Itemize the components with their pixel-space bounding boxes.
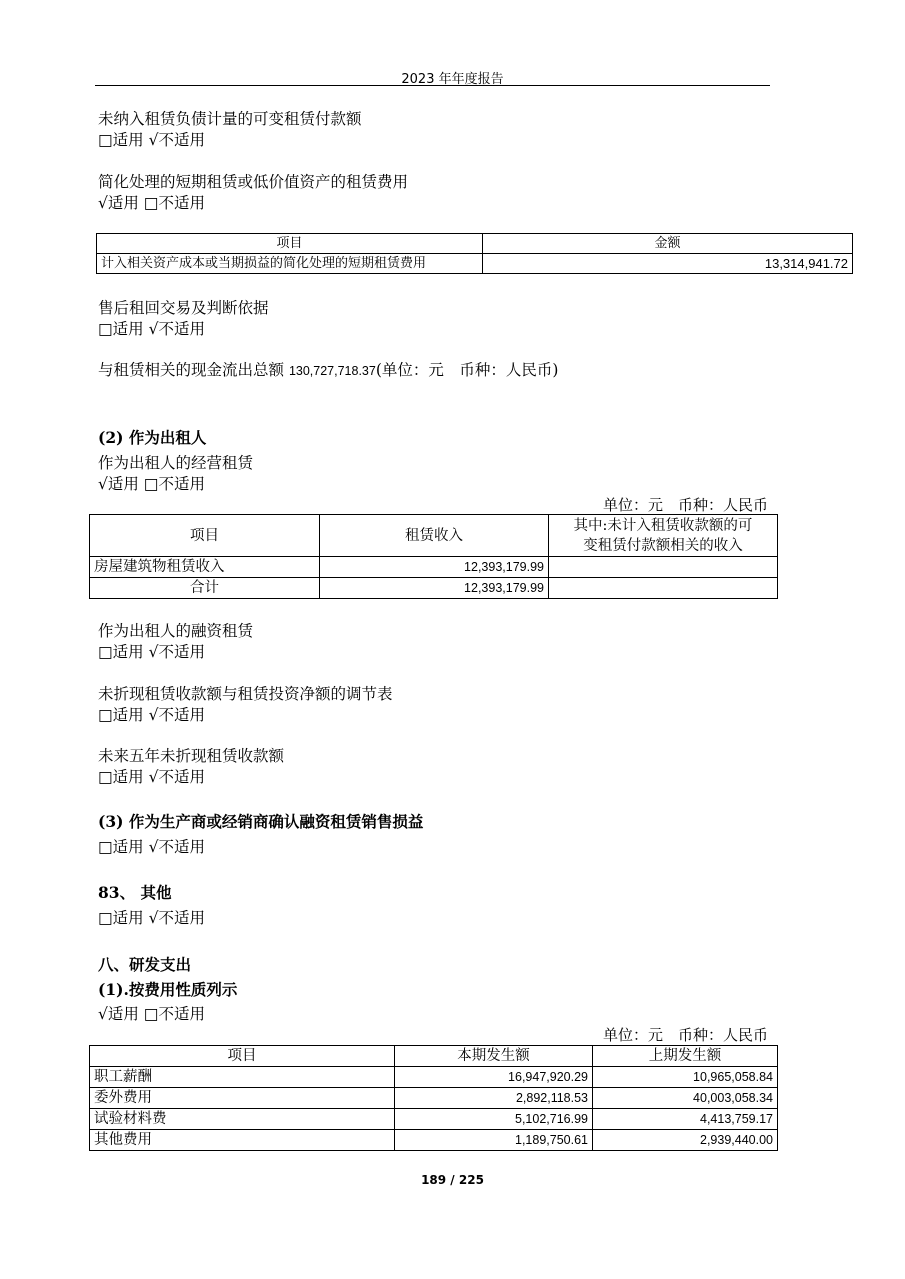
finance-lease-applicability: □适用 √不适用 bbox=[98, 643, 205, 661]
rnd-sub-title: (1).按费用性质列示 bbox=[98, 980, 238, 999]
table-cell-income: 12,393,179.99 bbox=[320, 557, 549, 578]
rnd-applicability: √适用 □不适用 bbox=[98, 1005, 205, 1023]
variable-payments-applicability: □适用 √不适用 bbox=[98, 131, 205, 149]
table-cell-item: 职工薪酬 bbox=[90, 1067, 395, 1088]
table-header-row bbox=[90, 1046, 778, 1067]
column-header: 金额 bbox=[483, 234, 853, 254]
table-cell-variable-income bbox=[549, 557, 778, 578]
column-header: 上期发生额 bbox=[593, 1046, 778, 1067]
table-row bbox=[90, 557, 778, 578]
table-cell-item: 委外费用 bbox=[90, 1088, 395, 1109]
table-header-row bbox=[97, 234, 853, 254]
table-row bbox=[90, 1130, 778, 1151]
table-row bbox=[97, 254, 853, 274]
header-divider bbox=[95, 85, 770, 86]
table-cell-item: 房屋建筑物租赁收入 bbox=[90, 557, 320, 578]
reconciliation-applicability: □适用 √不适用 bbox=[98, 706, 205, 724]
table-row bbox=[90, 1067, 778, 1088]
reconciliation-title: 未折现租赁收款额与租赁投资净额的调节表 bbox=[98, 685, 393, 703]
leaseback-title: 售后租回交易及判断依据 bbox=[98, 299, 269, 317]
report-header-title: 2023 年年度报告 bbox=[401, 72, 504, 87]
column-header-line: 其中:未计入租赁收款额的可 bbox=[573, 517, 753, 534]
table-cell-current: 1,189,750.61 bbox=[395, 1130, 593, 1151]
five-year-title: 未来五年未折现租赁收款额 bbox=[98, 747, 285, 765]
other-applicability: □适用 √不适用 bbox=[98, 909, 205, 927]
column-header bbox=[549, 515, 778, 557]
operating-lease-title: 作为出租人的经营租赁 bbox=[98, 454, 254, 472]
column-header: 本期发生额 bbox=[395, 1046, 593, 1067]
rnd-section-title: 八、研发支出 bbox=[98, 955, 192, 974]
short-term-lease-table bbox=[96, 233, 853, 274]
table-cell-previous: 4,413,759.17 bbox=[593, 1109, 778, 1130]
table-cell-item: 计入相关资产成本或当期损益的简化处理的短期租赁费用 bbox=[97, 254, 483, 274]
cash-outflow-line bbox=[98, 360, 558, 381]
short-term-lease-applicability: √适用 □不适用 bbox=[98, 194, 205, 212]
table-cell-current: 16,947,920.29 bbox=[395, 1067, 593, 1088]
operating-lease-applicability: √适用 □不适用 bbox=[98, 475, 205, 493]
rnd-unit: 单位：元 币种：人民币 bbox=[602, 1026, 768, 1044]
table-row bbox=[90, 1088, 778, 1109]
column-header: 项目 bbox=[97, 234, 483, 254]
operating-lease-unit: 单位：元 币种：人民币 bbox=[602, 496, 768, 514]
rnd-expense-table bbox=[89, 1045, 778, 1151]
column-header: 租赁收入 bbox=[320, 515, 549, 557]
table-cell-variable-income bbox=[549, 578, 778, 599]
table-cell-current: 2,892,118.53 bbox=[395, 1088, 593, 1109]
lessor-section-title: (2) 作为出租人 bbox=[98, 428, 207, 447]
table-cell-current: 5,102,716.99 bbox=[395, 1109, 593, 1130]
table-cell-previous: 10,965,058.84 bbox=[593, 1067, 778, 1088]
manufacturer-applicability: □适用 √不适用 bbox=[98, 838, 205, 856]
cash-outflow-prefix: 与租赁相关的现金流出总额 bbox=[98, 361, 289, 379]
table-cell-amount: 13,314,941.72 bbox=[483, 254, 853, 274]
table-cell-income: 12,393,179.99 bbox=[320, 578, 549, 599]
page-number: 189 / 225 bbox=[421, 1173, 484, 1187]
short-term-lease-title: 简化处理的短期租赁或低价值资产的租赁费用 bbox=[98, 173, 409, 191]
table-header-row bbox=[90, 515, 778, 557]
variable-payments-title: 未纳入租赁负债计量的可变租赁付款额 bbox=[98, 110, 362, 128]
other-title: 83、 其他 bbox=[98, 883, 172, 902]
table-row bbox=[90, 578, 778, 599]
table-cell-item: 试验材料费 bbox=[90, 1109, 395, 1130]
table-cell-previous: 40,003,058.34 bbox=[593, 1088, 778, 1109]
column-header: 项目 bbox=[90, 515, 320, 557]
cash-outflow-value: 130,727,718.37 bbox=[288, 364, 376, 378]
column-header: 项目 bbox=[90, 1046, 395, 1067]
cash-outflow-unit: (单位：元 币种：人民币) bbox=[375, 361, 559, 379]
leaseback-applicability: □适用 √不适用 bbox=[98, 320, 205, 338]
finance-lease-title: 作为出租人的融资租赁 bbox=[98, 622, 254, 640]
manufacturer-title: (3) 作为生产商或经销商确认融资租赁销售损益 bbox=[98, 812, 424, 831]
table-cell-item: 其他费用 bbox=[90, 1130, 395, 1151]
table-cell-item: 合计 bbox=[90, 578, 320, 599]
table-row bbox=[90, 1109, 778, 1130]
five-year-applicability: □适用 √不适用 bbox=[98, 768, 205, 786]
column-header-line: 变租赁付款额相关的收入 bbox=[583, 537, 743, 554]
table-cell-previous: 2,939,440.00 bbox=[593, 1130, 778, 1151]
operating-lease-table bbox=[89, 514, 778, 599]
